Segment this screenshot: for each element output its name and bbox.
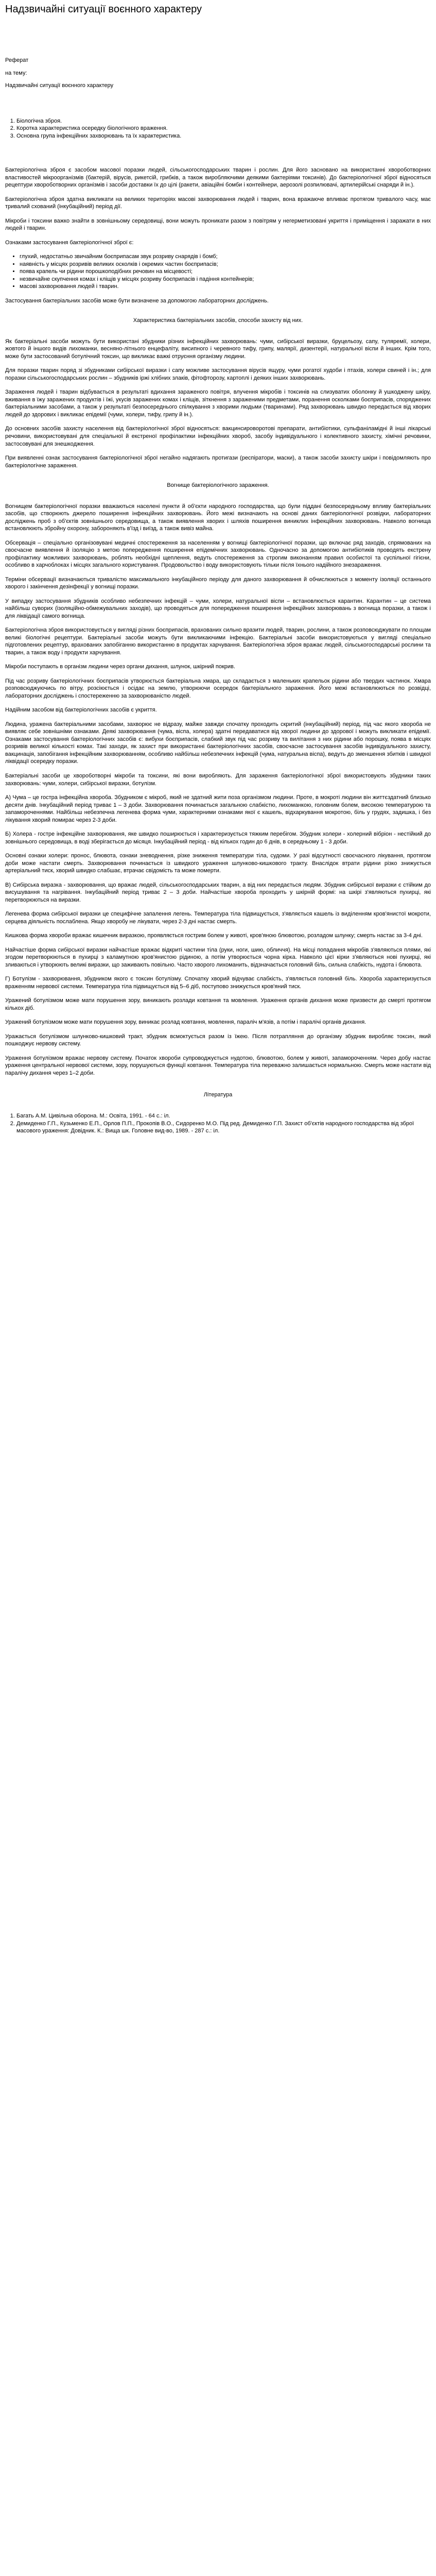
essay-topic: Надзвичайні ситуації воєнного характеру <box>5 82 114 89</box>
references-heading: Література <box>203 1092 233 1098</box>
body-paragraph: До основних засобів захисту населення від бактеріологічної зброї відносяться: вакцинсироворотові препарати, антибіотики, сульфаніламідні й інші лікарські речовини, використовувані для спеціальної й екстреної профілактики інфекційних хвороб, засобу індивідуального і колективного захисту, хімічні речовини, застосовувані для знешкодження. <box>5 426 431 447</box>
reference-item: 1. Багать А.М. Цивільна оборона. М.: Освіта, 1991. - 64 с.: іл. <box>16 1112 431 1120</box>
body-paragraph: Під час розриву бактеріологічних боєприпасів утворюється бактеріальна хмара, що складається з маленьких крапельок рідини або твердих частинок. Хмара розповсюджуючись по вітру, розсіюється і осідає на землю, утворюючи осередок бактеріального зараження. Його межі встановлюються по розвідці, лабораторних досліджень і спостереженню за захворюваністю людей. <box>5 677 431 699</box>
table-of-contents <box>5 117 431 140</box>
body-paragraph: Найчастіше форма сибірської виразки найчастіше вражає відкриті частини тіла (руки, ноги, шию, обличчя). На місці попадання мікробів з'являються плями, які згодом перетворюються в пухирці з каламутною кров'янистою рідиною, а потім утворюється чорна кірка. Навколо цієї кірки з'являються нові пухирці, які зливаються і утворюють великі виразки, що заживають повільно. Часто хворого лихоманить, відзначається головний біль, сильна слабкість, нудота і блювота. <box>5 946 431 968</box>
body-paragraph: Уражається ботулізмом шлунково-кишковий тракт, збудник всмоктується разом із їжею. Після потрапляння до організму збудник виробляє токсин, який пошкоджує нервову систему. <box>5 1033 431 1047</box>
body-paragraph: В) Сибірська виразка - захворювання, що вражає людей, сільськогосподарських тварин, а від них передається людям. Збудник сибірської виразки є стійким до висушування та нагрівання. Інкубаційний період триває 2 – 3 доби. Найчастіше хвороба проходить у шкірній формі: на шкірі з'являються пухирці, які перетворюються на виразки. <box>5 882 431 903</box>
list-item: • масові захворювання людей і тварин. <box>20 283 431 291</box>
body-paragraph: Легенева форма сибірської виразки це специфічне запалення легень. Температура тіла підвищується, з'являється кашель із виділенням кров'янистої мокроти, серцева діяльність послаблена. Якщо хворобу не лікувати, через 2-3 дні настає смерть. <box>5 911 431 925</box>
body-paragraph: Вогнищем бактеріологічної поразки вважаються населені пункти й об'єкти народного господарства, що були піддані безпосередньому впливу бактеріальних засобів, що створюють джерело поширення інфекційних захворювань. Його межі визначають на основі даних бактеріологічної розвідки, лабораторних досліджень проб з об'єктів зовнішнього середовища, а також виявлення хворих і шляхів поширення виниклих інфекційних захворювань. Навколо вогнища встановлюють збройну охорону, забороняють в'їзд і виїзд, а також вивіз майна. <box>5 503 431 532</box>
body-paragraph: Мікроби і токсини важко знайти в зовнішньому середовищі, вони можуть проникати разом з повітрям у негерметизовані укриття і приміщення і заражати в них людей і тварин. <box>5 217 431 232</box>
body-paragraph: Бактеріологічна зброя є засобом масової поразки людей, сільськогосподарських тварин і рослин. Для його засновано на використанні хвороботворних властивостей мікроорганізмів (бактерій, вірусів, рикетсій, грибків, а також виробляючими деякими бактеріями токсинів). До бактеріологічної зброї відносяться рецептури хвороботворних організмів і засоби доставки їх до цілі (ракети, авіаційні бомби і контейнери, аерозолі розпилювачі, артилерійські снаряди й ін.). <box>5 167 431 189</box>
body-paragraph: Уражений ботулізмом може мати порушення зору, виникає розлад ковтання, мовлення, параліч м'язів, а потім і паралічі органів дихання. <box>5 1019 367 1026</box>
essay-label: Реферат <box>5 57 29 63</box>
body-paragraph: Кишкова форма хвороби вражає кишечник виразкою, проявляється гострим болем у животі, кров'яною блювотою, розладом шлунку; смерть настає за 3-4 дні. <box>5 933 423 939</box>
section-heading: Характеристика бактеріальних засобів, способи захисту від них. <box>133 317 303 324</box>
body-paragraph: Уражений ботулізмом може мати порушення зору, виникають розлади ковтання та мовлення. Ураження органів дихання може призвести до смерті протягом кількох діб. <box>5 997 431 1011</box>
body-paragraph: Бактеріологічна зброя здатна викликати на великих територіях масові захворювання людей і тварин, вона вражаюче впливає протягом тривалого часу, має тривалий схований (інкубаційний) період дії. <box>5 196 431 210</box>
body-paragraph: Надійним засобом від бактеріологічних засобів є укриття. <box>5 707 157 714</box>
page-title: Надзвичайні ситуації воєнного характеру <box>5 4 202 15</box>
toc-item: 1. Біологічна зброя. <box>16 117 431 125</box>
body-paragraph: Бактеріологічна зброя використовується у вигляді різних боєприпасів, врахованих сильно вразити людей, тварин, рослини, а також розповсюджувати по площам великі біологічні рецептури. Бактеріальні засоби можуть бути викликаючими інфекцію. Бактеріальні засоби використовуються у вигляді спеціально підготовлених рецептур, врахованих запобіганню використанню в продуктах харчування. Бактеріологічна зброя вражає людей, сільськогосподарські рослини та тварин, а також воду і продукти харчування. <box>5 627 431 656</box>
section-heading: Вогнище бактеріологічного зараження. <box>167 482 269 489</box>
body-paragraph: Як бактеріальні засоби можуть бути використані збудники різних інфекційних захворювань: чуми, сибірської виразки, бруцельозу, сапу, туляремії, холери, жовтого й іншого видів лихоманки, весняно-літнього енцефаліту, висипного і черевного тифу, грипу, малярії, дизентерії, натуральної віспи й інших. Крім того, може бути застосований ботулічний токсин, що викликає важкі отруєння організму людини. <box>5 338 431 360</box>
body-paragraph: Б) Холера - гостре інфекційне захворювання, яке швидко поширюється і характеризується тяжким перебігом. Збудник холери - холерний вібріон - нестійкий до зовнішнього середовища, в воді зберігається до місяця. Інкубаційний період - від кількох годин до 6 днів, в середньому 1 - 3 доби. <box>5 831 431 845</box>
body-paragraph: А) Чума – це гостра інфекційна хвороба. Збудником є мікроб, який не здатний жити поза організмом людини. Проте, в мокроті людини він життєздатний близько десяти днів. Інкубаційний період триває 1 – 3 доби. Захворювання починається загальною слабкістю, лихоманкою, головним болем, високою температурою та запамороченнями. Найбільш небезпечна легенева форма чуми, характерними ознаками якої є кашель, відхаркування мокротою, біль у грудях, задишка, і без лікування хворий помирає через 2-3 доби. <box>5 794 431 823</box>
body-paragraph: Обсервація – спеціально організовувані медичні спостереження за населенням у вогнищі бактеріологічної поразки, що включає ряд заходів, спрямованих на своєчасне виявлення й ізоляцію з метою попередження поширення епідемічних захворювань. Одночасно за допомогою антибіотиків проводять екстрену профілактику можливих захворювань, роблять необхідні щеплення, ведуть спостереження за строгим виконанням правил особистої та суспільної гігієни, особливо в харчоблоках і місцях загального користування. Продовольство і воду використовують тільки після їхнього надійного знезараження. <box>5 539 431 569</box>
references-list <box>5 1112 431 1135</box>
body-paragraph: Ураження ботулізмом вражає нервову систему. Початок хвороби супроводжується нудотою, блювотою, болем у животі, запамороченням. Через добу настає ураження центральної нервової системи, зору, порушуються функції ковтання. Температура тіла переважно залишається нормальною. Смерть може настати від паралічу дихання через 1–2 доби. <box>5 1055 431 1076</box>
body-paragraph: Застосування бактеріальних засобів може бути визначене за допомогою лабораторних досліджень. <box>5 297 269 304</box>
body-paragraph: Мікроби поступають в організм людини через органи дихання, шлунок, шкірний покрив. <box>5 664 235 670</box>
list-item: • незвичайне скупчення комах і кліщів у місцях розриву боєприпасів і падіння контейнерів; <box>20 276 431 283</box>
signs-list <box>5 253 431 291</box>
body-paragraph: При виявленні ознак застосування бактеріологічної зброї негайно надягають протигази (респіратори, маски), а також засоби захисту шкіри і повідомляють про бактеріологічне зараження. <box>5 455 431 469</box>
toc-item: 2. Коротка характеристика осередку біологічного враження. <box>16 125 431 132</box>
body-paragraph: Зараження людей і тварин відбувається в результаті вдихання зараженого повітря, влучення мікробів і токсинів на слизуватих оболонку й ушкоджену шкіру, вживання в їжу заражених продуктів і їжі, укусів заражених комах і кліщів, зіткнення з зараженими предметами, поранення осколками боєприпасів, споряджених бактеріальними засобами, а також у результаті безпосереднього спілкування з хворими людьми (тваринами). Ряд захворювань швидко передається від хворих людей до здорових і викликає епідемії (чуми, холери, тифу, грипу й ін.). <box>5 389 431 418</box>
list-item: • наявність у місцях розривів великих осколків і окремих частин боєприпасів; <box>20 261 431 268</box>
reference-item: 2. Демиденко Г.П., Кузьменко Е.П., Орлов П.П., Прокопів В.О., Сидоренко М.О. Під ред. Демиденко Г.П. Захист об'єктів народного господарства від зброї масового ураження: Довідник. К.: Вища шк. Головне вид-во, 1989. - 287 с.: іл. <box>16 1120 431 1135</box>
list-item: • поява крапель чи рідини порошкоподібних речовин на місцевості; <box>20 268 431 276</box>
title-block <box>5 57 431 90</box>
body-paragraph: Бактеріальні засоби це хвороботворні мікроби та токсини, які вони виробляють. Для зараження бактеріологічної зброї використовують збудники таких захворювань: чуми, холери, сибірської виразки, ботулізм. <box>5 773 431 787</box>
list-item: • глухий, недостатньо звичайним боєприпасам звук розриву снарядів і бомб; <box>20 253 431 261</box>
body-paragraph: Г) Ботулізм - захворювання, збудником якого є токсин ботулізму. Спочатку хворий відчуває слабкість, з'являється головний біль. Хвороба характеризується враженням нервової системи. Температура тіла підвищується від 5–6 діб, поступово знижується кров'яний тиск. <box>5 976 431 990</box>
body-paragraph: Для поразки тварин поряд зі збудниками сибірської виразки і сапу можливе застосування вірусів ящуру, чуми рогатої худоби і птахів, холери свиней і ін.; для поразки сільськогосподарських рослин – збудників іржі хлібних злаків, фітофторозу, картоплі і деяких інших захворювань. <box>5 367 431 381</box>
body-paragraph: Ознаками застосування бактеріологічної зброї є: <box>5 239 134 246</box>
body-paragraph: Основні ознаки холери: пронос, блювота, ознаки зневоднення, різке зниження температури тіла, судоми. У разі відсутності своєчасного лікування, протягом доби може настати смерть. Захворювання починається із швидкого ураження шлунково-кишкового тракту. Внаслідок втрати рідини різко знижується артеріальний тиск, хворий швидко слабшає, втрачає свідомість та може померти. <box>5 853 431 874</box>
toc-item: 3. Основна група інфекційних захворювань та їх характеристика. <box>16 132 431 140</box>
body-paragraph: У випадку застосування збудників особливо небезпечних інфекцій – чуми, холери, натуральної віспи – встановлюється карантин. Карантин – це система найбільш суворих (ізоляційно-обмежувальних заходів), що проводяться для попередження поширення інфекційних захворювань з вогнища поразки, а також і для ліквідації самого вогнища. <box>5 598 431 619</box>
body-paragraph: Людина, уражена бактеріальними засобами, захворює не відразу, майже завжди спочатку проходить скритий (інкубаційний) період, під час якого хвороба не виявляє себе зовнішніми ознаками. Деякі захворювання (чума, віспа, холера) здатні передаватися від хворої людини до здорової і можуть викликати епідемії. Ознаками застосування бактеріологічних засобів є: вибухи боєприпасів, слабкий звук під час розриву та вилітання з них рідини або порошку, поява в місцях розривів великої кількості комах. Такі заходи, як захист при використанні бактеріологічних засобів, своєчасне застосування засобів індивідуального захисту, вакцинація, запобігання інфекційним захворюванням, особливо найбільш небезпечних інфекцій (чума, натуральна віспа), ведуть до зменшення збитків і швидкої ліквідації осередку поразки. <box>5 721 431 765</box>
subject-line: на тему: <box>5 70 27 76</box>
body-paragraph: Терміни обсервації визначаються тривалістю максимального інкубаційного періоду для даного захворювання й обчислюються з моменту ізоляції останнього хворого і закінчення дезінфекції у вогнищі поразки. <box>5 576 431 590</box>
